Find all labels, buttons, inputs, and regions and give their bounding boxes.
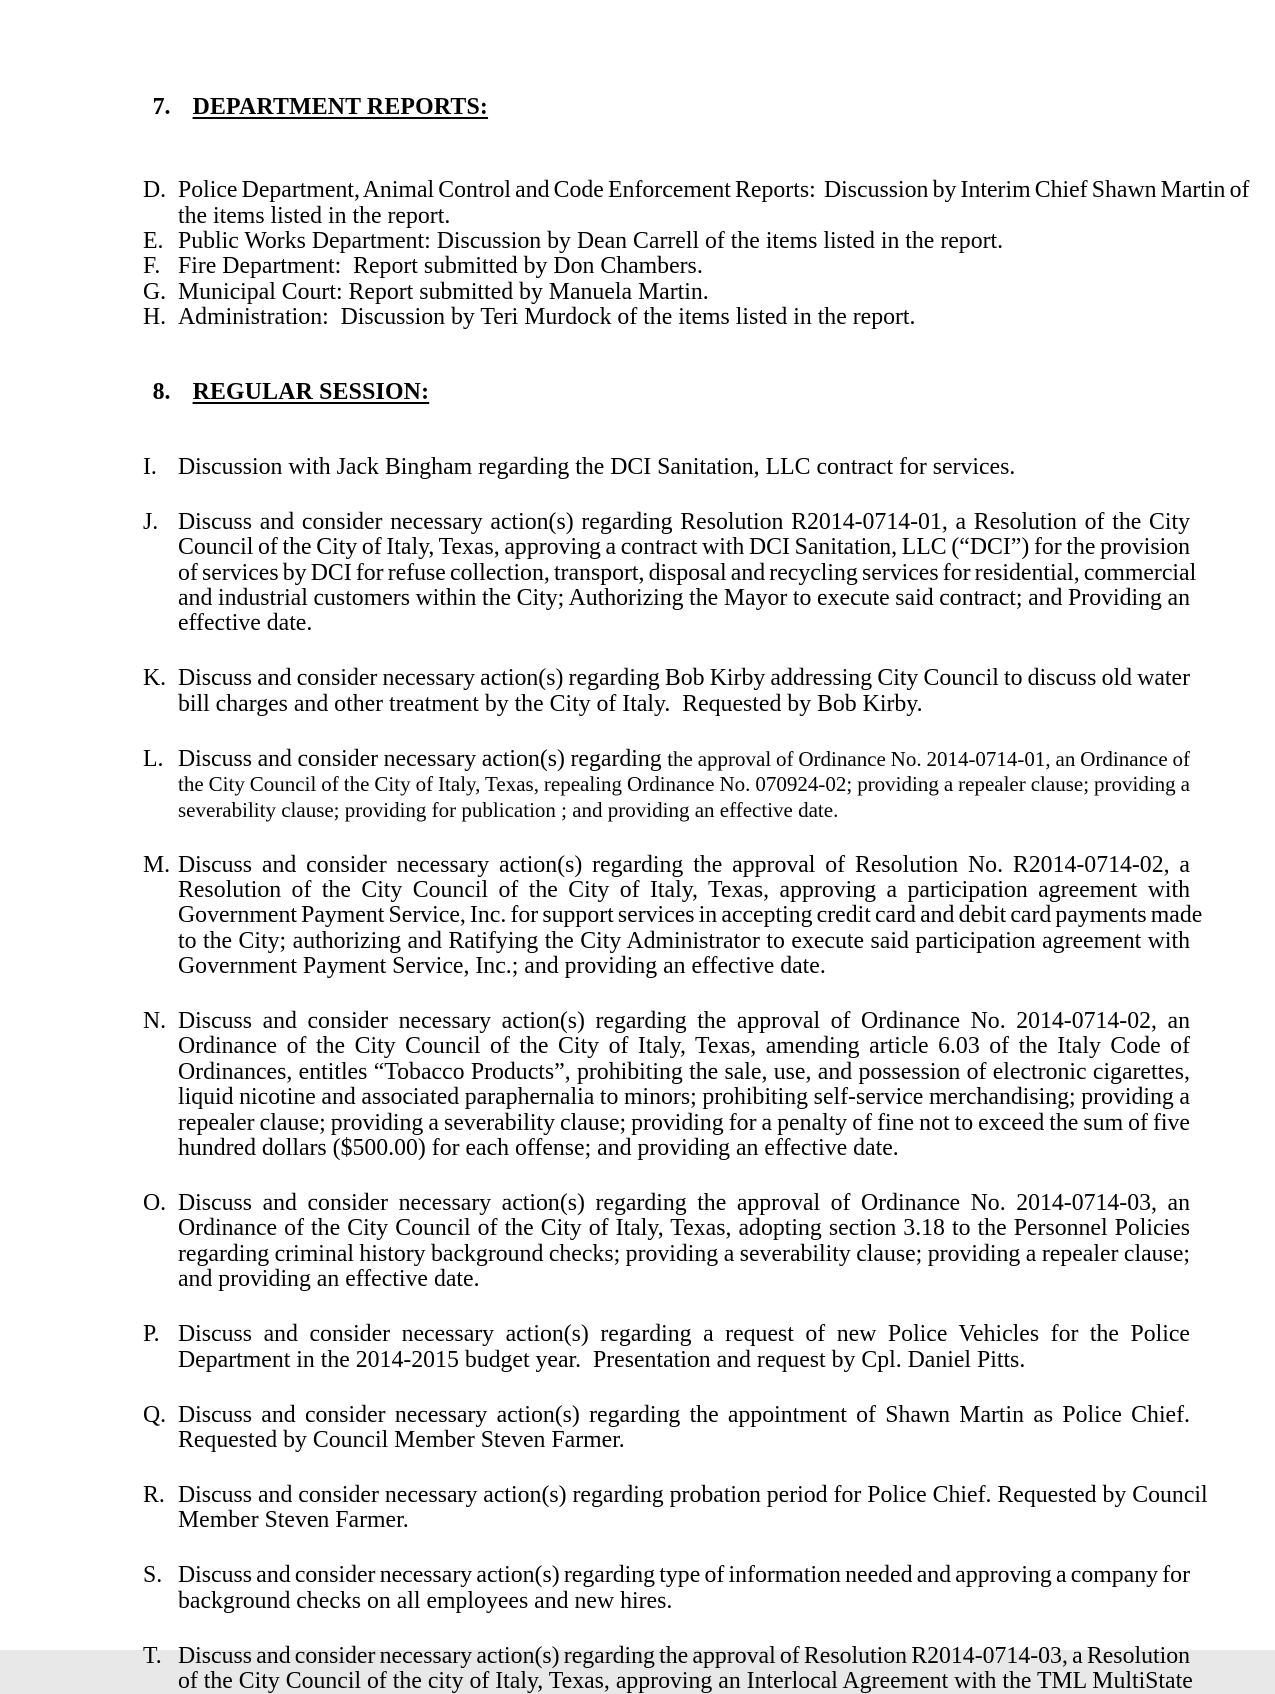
item-text: [178, 1642, 1193, 1694]
text-run: Discuss and consider necessary action(s) regarding: [178, 745, 668, 772]
item-text: [178, 508, 1197, 637]
text-line: Ordinances, entitles “Tobacco Products”, prohibiting the sale, use, and possession of electronic cigarettes,: [178, 1058, 1190, 1085]
text-line: Police Department, Animal Control and Code Enforcement Reports: Discussion by Interim Chief Shawn Martin of: [178, 177, 1250, 204]
text-line: regarding criminal history background checks; providing a severability clause; providing a repealer clause;: [178, 1240, 1190, 1267]
text-run: the approval of Ordinance No. 2014-0714-01, an Ordinance of: [667, 746, 1190, 771]
text-line: Discussion with Jack Bingham regarding the DCI Sanitation, LLC contract for services.: [178, 453, 1016, 480]
section-heading: [105, 70, 1275, 146]
agenda-item-F: [143, 254, 1275, 279]
agenda-item-I: [143, 455, 1275, 480]
text-line: repealer clause; providing a severability clause; providing for a penalty of fine not to exceed the sum of five: [178, 1109, 1190, 1136]
text-line: liquid nicotine and associated paraphernalia to minors; prohibiting self-service merchandising; providing a: [178, 1084, 1190, 1111]
item-text: [178, 747, 1190, 823]
item-letter: Q.: [143, 1401, 167, 1428]
agenda-item-Q: [143, 1403, 1275, 1454]
text-line: Municipal Court: Report submitted by Manuela Martin.: [178, 278, 709, 305]
text-line: Member Steven Farmer.: [178, 1507, 409, 1534]
item-letter: P.: [143, 1321, 160, 1348]
agenda-item-N: [143, 1009, 1275, 1161]
text-line: Government Payment Service, Inc.; and providing an effective date.: [178, 953, 826, 980]
item-letter: N.: [143, 1008, 167, 1035]
text-line: Ordinance of the City Council of the City of Italy, Texas, amending article 6.03 of the Italy Code of: [178, 1033, 1190, 1060]
text-line: Discuss and consider necessary action(s) regarding the approval of Resolution R2014-0714-03, a Resolution: [178, 1642, 1190, 1669]
item-text: [178, 280, 1190, 305]
text-line: Government Payment Service, Inc. for support services in accepting credit card and debit card payments made: [178, 902, 1203, 929]
section-department-reports: [105, 70, 1275, 331]
text-line: the items listed in the report.: [178, 202, 451, 229]
item-text: [178, 455, 1190, 480]
text-line: of services by DCI for refuse collection, transport, disposal and recycling services for residential, commercial: [178, 559, 1197, 586]
item-letter: H.: [143, 304, 167, 331]
text-line: [178, 798, 1190, 823]
section-heading: [105, 355, 1275, 431]
item-text: [178, 254, 1190, 279]
text-line: background checks on all employees and new hires.: [178, 1587, 673, 1614]
item-letter: K.: [143, 665, 167, 692]
agenda-items: [143, 455, 1275, 1694]
text-line: Discuss and consider necessary action(s) regarding Resolution R2014-0714-01, a Resolution of the City: [178, 508, 1190, 535]
item-text: [178, 229, 1190, 254]
item-text: [178, 1322, 1190, 1373]
agenda-item-L: [143, 747, 1275, 823]
text-line: bill charges and other treatment by the City of Italy. Requested by Bob Kirby.: [178, 690, 923, 717]
item-letter: R.: [143, 1481, 165, 1508]
agenda-item-G: [143, 280, 1275, 305]
item-text: [178, 177, 1250, 229]
item-text: [178, 666, 1190, 717]
text-run: severability clause; providing for publication ; and providing an effective date.: [178, 797, 839, 822]
item-text: [178, 1009, 1190, 1161]
text-line: Department in the 2014-2015 budget year. Presentation and request by Cpl. Daniel Pitts.: [178, 1346, 1026, 1373]
item-letter: G.: [143, 278, 167, 305]
text-line: Resolution of the City Council of the City of Italy, Texas, approving a participation agreement with: [178, 876, 1190, 903]
text-line: Fire Department: Report submitted by Don Chambers.: [178, 253, 703, 280]
text-line: [178, 747, 1190, 772]
text-line: [178, 772, 1190, 797]
text-line: Public Works Department: Discussion by Dean Carrell of the items listed in the report.: [178, 228, 1004, 254]
text-line: hundred dollars ($500.00) for each offense; and providing an effective date.: [178, 1135, 899, 1162]
item-letter: F.: [143, 253, 161, 280]
agenda-items: [143, 178, 1275, 330]
section-regular-session: [105, 355, 1275, 1694]
text-line: Discuss and consider necessary action(s) regarding type of information needed and approving a company for: [178, 1562, 1190, 1589]
text-line: and industrial customers within the City; Authorizing the Mayor to execute said contract; and Providing an: [178, 585, 1190, 612]
item-text: [178, 1403, 1190, 1454]
item-letter: J.: [143, 508, 159, 535]
text-line: Discuss and consider necessary action(s) regarding the appointment of Shawn Martin as Police Chief.: [178, 1401, 1190, 1428]
text-line: Discuss and consider necessary action(s) regarding the approval of Resolution No. R2014-0714-02, a: [178, 851, 1190, 878]
item-letter: T.: [143, 1642, 162, 1669]
agenda-item-O: [143, 1191, 1275, 1293]
item-text: [178, 1481, 1208, 1534]
item-letter: E.: [143, 228, 164, 254]
agenda-item-K: [143, 666, 1275, 717]
text-line: Ordinance of the City Council of the City of Italy, Texas, adopting section 3.18 to the Personnel Policies: [178, 1215, 1190, 1242]
section-title: DEPARTMENT REPORTS:: [192, 94, 489, 121]
text-line: Discuss and consider necessary action(s) regarding Bob Kirby addressing City Council to discuss old water: [178, 665, 1190, 692]
text-line: Discuss and consider necessary action(s) regarding the approval of Ordinance No. 2014-0714-02, an: [178, 1008, 1190, 1035]
agenda-item-M: [143, 853, 1275, 980]
item-letter: I.: [143, 453, 157, 480]
item-letter: D.: [143, 177, 167, 204]
text-line: and providing an effective date.: [178, 1266, 480, 1293]
text-line: Discuss and consider necessary action(s) regarding probation period for Police Chief. Requested by Council: [178, 1481, 1208, 1508]
agenda-item-E: [143, 229, 1275, 254]
text-line: to the City; authorizing and Ratifying the City Administrator to execute said participation agreement with: [178, 927, 1190, 954]
text-run: the City Council of the City of Italy, Texas, repealing Ordinance No. 070924-02; providing a repealer clause; providing a: [178, 772, 1190, 797]
agenda-item-P: [143, 1322, 1275, 1373]
item-letter: M.: [143, 851, 171, 878]
item-text: [178, 851, 1203, 980]
item-letter: L.: [143, 745, 164, 772]
item-text: [178, 1191, 1190, 1293]
section-number: 7.: [152, 94, 171, 121]
section-number: 8.: [152, 379, 171, 406]
item-text: [178, 305, 1190, 330]
text-line: effective date.: [178, 610, 313, 637]
agenda-item-J: [143, 510, 1275, 637]
item-text: [178, 1563, 1190, 1614]
item-letter: O.: [143, 1190, 167, 1217]
agenda-item-T: [143, 1644, 1275, 1694]
item-letter: S.: [143, 1562, 163, 1589]
agenda-item-S: [143, 1563, 1275, 1614]
text-line: Administration: Discussion by Teri Murdock of the items listed in the report.: [178, 304, 916, 331]
agenda-item-R: [143, 1483, 1275, 1534]
text-line: Requested by Council Member Steven Farmer.: [178, 1426, 625, 1453]
text-line: Discuss and consider necessary action(s) regarding a request of new Police Vehicles for the Police: [178, 1321, 1190, 1348]
agenda-item-D: [143, 178, 1275, 229]
agenda-item-H: [143, 305, 1275, 330]
section-title: REGULAR SESSION:: [192, 379, 430, 406]
text-line: Council of the City of Italy, Texas, approving a contract with DCI Sanitation, LLC (“DCI”) for the provision: [178, 534, 1190, 561]
text-line: of the City Council of the city of Italy, Texas, approving an Interlocal Agreement with the TML MultiState: [178, 1668, 1193, 1694]
text-line: Discuss and consider necessary action(s) regarding the approval of Ordinance No. 2014-0714-03, an: [178, 1190, 1190, 1217]
